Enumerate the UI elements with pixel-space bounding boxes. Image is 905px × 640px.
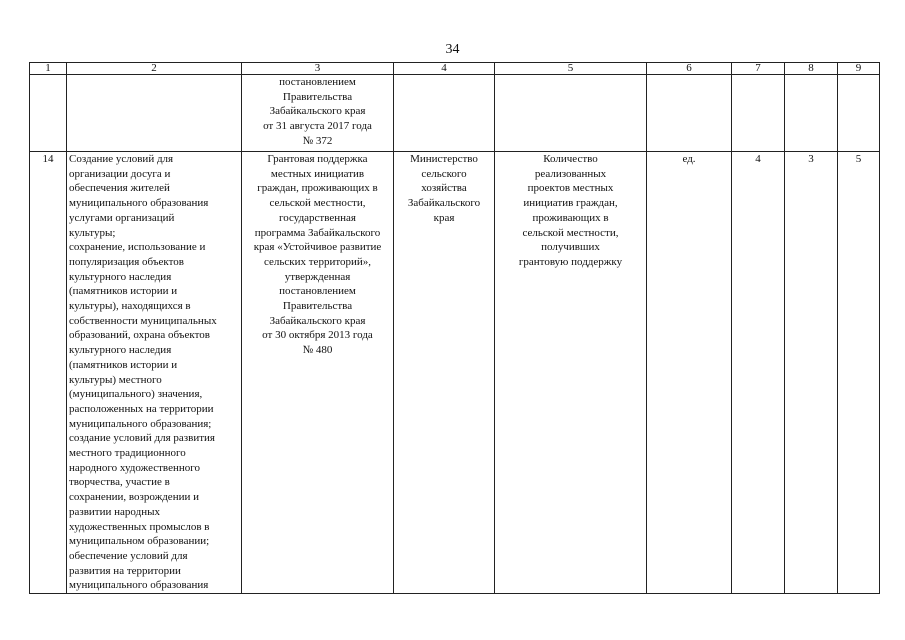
indicator-cell: Количество реализованных проектов местных инициатив граждан, проживающих в сельской местности, получивших грантовую поддержку xyxy=(495,152,647,594)
column-header: 5 xyxy=(495,63,647,75)
value-cell: 3 xyxy=(785,152,838,594)
column-header: 6 xyxy=(647,63,732,75)
responsible-cell: Министерство сельского хозяйства Забайкальского края xyxy=(394,152,495,594)
table-cell xyxy=(732,75,785,152)
program-cell: Грантовая поддержка местных инициатив граждан, проживающих в сельской местности, государственная программа Забайкальского края «Устойчивое развитие сельских территорий», утвержденная постановлением Правительства Забайкальского края от 30 октября 2013 года № 480 xyxy=(242,152,394,594)
table-cell xyxy=(647,75,732,152)
column-header: 1 xyxy=(30,63,67,75)
table-cell xyxy=(30,75,67,152)
table-row xyxy=(30,152,880,594)
value-cell: 4 xyxy=(732,152,785,594)
unit-cell: ед. xyxy=(647,152,732,594)
table-cell xyxy=(838,75,880,152)
table-cell xyxy=(394,75,495,152)
table-cell xyxy=(67,75,242,152)
column-header: 8 xyxy=(785,63,838,75)
description-cell: Создание условий для организации досуга и обеспечения жителей муниципального образования услугами организаций культуры; сохранение, использование и популяризация объектов культурного наследия (памятников истории и культуры), находящихся в собственности муниципальных образований, охрана объектов культурного наследия (памятников истории и культуры) местного (муниципального) значения, расположенных на территории муниципального образования; создание условий для развития местного традиционного народного художественного творчества, участие в сохранении, возрождении и развитии народных художественных промыслов в муниципальном образовании; обеспечение условий для развития на территории муниципального образования xyxy=(67,152,242,594)
page-number: 34 xyxy=(445,42,460,57)
table-cell xyxy=(785,75,838,152)
column-header: 3 xyxy=(242,63,394,75)
column-header: 2 xyxy=(67,63,242,75)
column-header: 7 xyxy=(732,63,785,75)
program-continuation-cell: постановлением Правительства Забайкальского края от 31 августа 2017 года № 372 xyxy=(242,75,394,152)
table-header-row xyxy=(30,63,880,75)
table-row xyxy=(30,75,880,152)
row-number-cell: 14 xyxy=(30,152,67,594)
column-header: 4 xyxy=(394,63,495,75)
table-cell xyxy=(495,75,647,152)
indicators-table xyxy=(29,62,880,594)
column-header: 9 xyxy=(838,63,880,75)
value-cell: 5 xyxy=(838,152,880,594)
